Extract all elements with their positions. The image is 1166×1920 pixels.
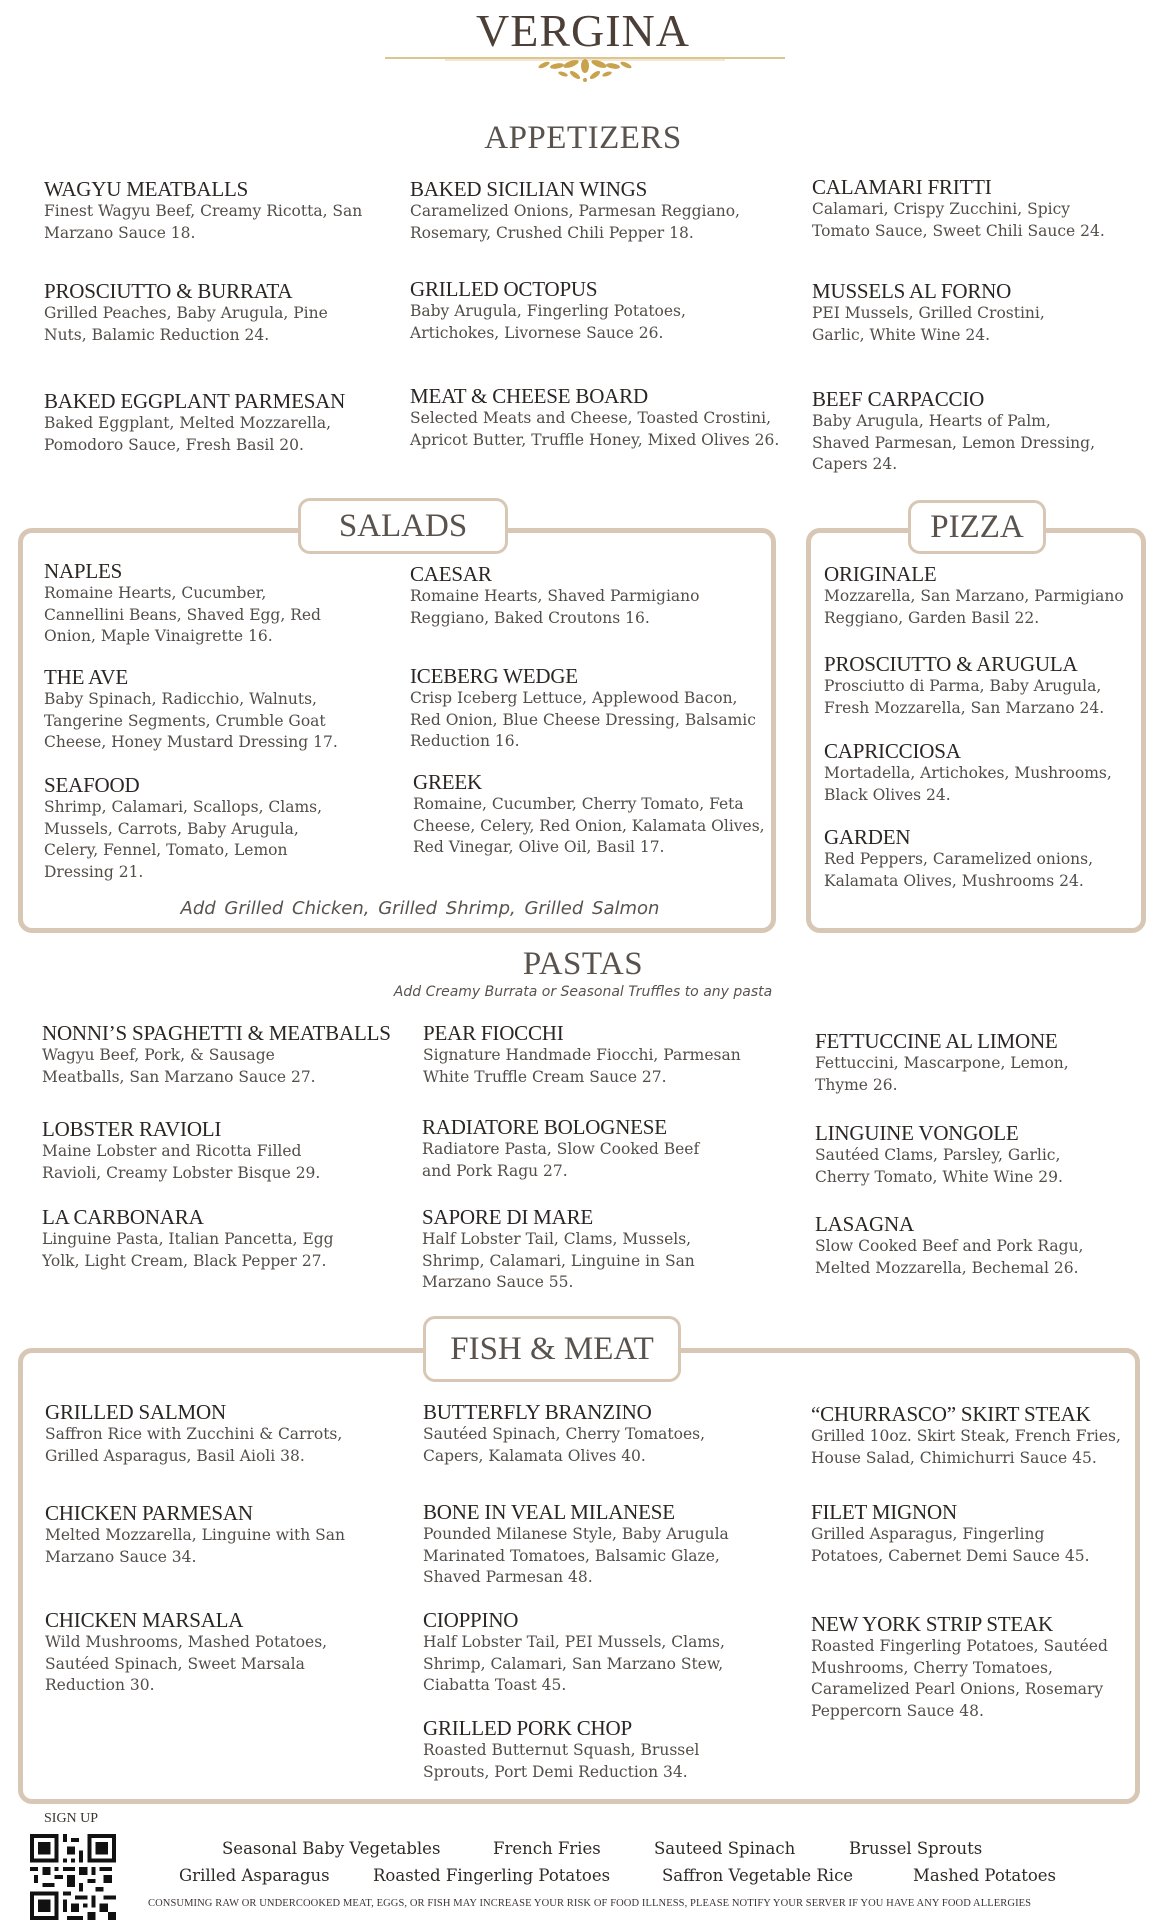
menu-item: [42, 1206, 342, 1272]
pizza-title: PIZZA: [908, 500, 1046, 554]
salad-addons: Add Grilled Chicken, Grilled Shrimp, Grilled Salmon: [180, 898, 660, 919]
menu-item: [811, 1501, 1111, 1567]
menu-item: [410, 385, 795, 451]
item-description: Calamari, Crispy Zucchini, Spicy Tomato Sauce, Sweet Chili Sauce 24.: [812, 200, 1105, 240]
menu-item: [44, 390, 374, 456]
menu-item: [44, 560, 344, 648]
item-name: BEEF CARPACCIO: [812, 387, 985, 411]
qr-code-icon[interactable]: [30, 1834, 116, 1920]
item-name: GARDEN: [824, 825, 911, 849]
item-name: LASAGNA: [815, 1212, 914, 1236]
menu-item: [811, 1613, 1131, 1722]
menu-item: [410, 563, 730, 629]
item-name: NONNI’S SPAGHETTI & MEATBALLS: [42, 1021, 391, 1045]
item-description: Roasted Fingerling Potatoes, Sautéed Mushrooms, Cherry Tomatoes, Caramelized Pearl Onions, Rosemary Peppercorn Sauce 48.: [811, 1637, 1108, 1720]
menu-item: [422, 1116, 722, 1182]
menu-item: [824, 563, 1139, 629]
item-description: Grilled 10oz. Skirt Steak, French Fries, House Salad, Chimichurri Sauce 45.: [811, 1427, 1121, 1467]
menu-item: [423, 1609, 743, 1697]
item-name: CIOPPINO: [423, 1608, 519, 1632]
item-name: FETTUCCINE AL LIMONE: [815, 1029, 1058, 1053]
item-name: “CHURRASCO” SKIRT STEAK: [811, 1402, 1091, 1426]
item-name: GREEK: [413, 770, 482, 794]
menu-item: [815, 1030, 1085, 1096]
menu-item: [423, 1501, 753, 1589]
side-item: Brussel Sprouts: [849, 1839, 983, 1858]
item-name: GRILLED SALMON: [45, 1400, 226, 1424]
item-name: LINGUINE VONGOLE: [815, 1121, 1019, 1145]
menu-item: [812, 280, 1082, 346]
item-name: CAESAR: [410, 562, 492, 586]
side-item: Seasonal Baby Vegetables: [222, 1839, 441, 1858]
item-description: Finest Wagyu Beef, Creamy Ricotta, San Marzano Sauce 18.: [44, 202, 363, 242]
item-name: LOBSTER RAVIOLI: [42, 1117, 222, 1141]
menu-item: [45, 1502, 355, 1568]
item-description: Mozzarella, San Marzano, Parmigiano Reggiano, Garden Basil 22.: [824, 587, 1124, 627]
item-description: Prosciutto di Parma, Baby Arugula, Fresh Mozzarella, San Marzano 24.: [824, 677, 1105, 717]
menu-item: [410, 278, 740, 344]
item-description: Grilled Peaches, Baby Arugula, Pine Nuts, Balamic Reduction 24.: [44, 304, 328, 344]
item-name: PROSCIUTTO & ARUGULA: [824, 652, 1078, 676]
item-name: SEAFOOD: [44, 773, 140, 797]
menu-item: [44, 774, 344, 883]
item-name: BAKED SICILIAN WINGS: [410, 177, 648, 201]
menu-item: [824, 653, 1124, 719]
item-name: PEAR FIOCCHI: [423, 1021, 564, 1045]
item-description: Slow Cooked Beef and Pork Ragu, Melted Mozzarella, Bechemal 26.: [815, 1237, 1084, 1277]
item-description: Saffron Rice with Zucchini & Carrots, Grilled Asparagus, Basil Aioli 38.: [45, 1425, 343, 1465]
item-description: Roasted Butternut Squash, Brussel Sprouts, Port Demi Reduction 34.: [423, 1741, 700, 1781]
item-description: Caramelized Onions, Parmesan Reggiano, Rosemary, Crushed Chili Pepper 18.: [410, 202, 740, 242]
item-name: GRILLED PORK CHOP: [423, 1716, 632, 1740]
item-description: Wild Mushrooms, Mashed Potatoes, Sautéed Spinach, Sweet Marsala Reduction 30.: [45, 1633, 328, 1695]
item-description: Mortadella, Artichokes, Mushrooms, Black Olives 24.: [824, 764, 1112, 804]
menu-item: [413, 771, 773, 859]
item-description: Baby Arugula, Fingerling Potatoes, Artichokes, Livornese Sauce 26.: [410, 302, 686, 342]
item-description: Crisp Iceberg Lettuce, Applewood Bacon, Red Onion, Blue Cheese Dressing, Balsamic Reduction 16.: [410, 689, 756, 751]
menu-item: [410, 178, 790, 244]
item-name: BUTTERFLY BRANZINO: [423, 1400, 652, 1424]
item-description: Sautéed Spinach, Cherry Tomatoes, Capers, Kalamata Olives 40.: [423, 1425, 706, 1465]
fish-meat-title: FISH & MEAT: [423, 1316, 681, 1382]
menu-item: [42, 1118, 342, 1184]
signup-label: SIGN UP: [44, 1811, 99, 1826]
item-name: SAPORE DI MARE: [422, 1205, 594, 1229]
item-description: Shrimp, Calamari, Scallops, Clams, Mussels, Carrots, Baby Arugula, Celery, Fennel, Tomato, Lemon Dressing 21.: [44, 798, 323, 881]
side-item: Roasted Fingerling Potatoes: [373, 1866, 611, 1885]
item-description: Signature Handmade Fiocchi, Parmesan White Truffle Cream Sauce 27.: [423, 1046, 741, 1086]
side-item: Mashed Potatoes: [913, 1866, 1057, 1885]
pastas-title: PASTAS: [522, 946, 644, 982]
item-name: MUSSELS AL FORNO: [812, 279, 1012, 303]
item-description: Wagyu Beef, Pork, & Sausage Meatballs, San Marzano Sauce 27.: [42, 1046, 316, 1086]
side-item: Sauteed Spinach: [654, 1839, 796, 1858]
menu-item: [410, 665, 765, 753]
item-description: Selected Meats and Cheese, Toasted Crostini, Apricot Butter, Truffle Honey, Mixed Olives 26.: [410, 409, 780, 449]
menu-item: [44, 178, 374, 244]
side-item: Grilled Asparagus: [179, 1866, 330, 1885]
menu-item: [812, 388, 1112, 476]
item-description: Grilled Asparagus, Fingerling Potatoes, Cabernet Demi Sauce 45.: [811, 1525, 1090, 1565]
item-description: Baked Eggplant, Melted Mozzarella, Pomodoro Sauce, Fresh Basil 20.: [44, 414, 332, 454]
menu-item: [815, 1213, 1115, 1279]
menu-item: [42, 1021, 391, 1088]
item-name: THE AVE: [44, 665, 128, 689]
item-name: CALAMARI FRITTI: [812, 175, 992, 199]
item-name: BONE IN VEAL MILANESE: [423, 1500, 675, 1524]
laurel-ornament-icon: [385, 50, 785, 86]
item-description: Baby Arugula, Hearts of Palm, Shaved Parmesan, Lemon Dressing, Capers 24.: [812, 412, 1096, 474]
item-description: Pounded Milanese Style, Baby Arugula Marinated Tomatoes, Balsamic Glaze, Shaved Parmesan 48.: [423, 1525, 729, 1587]
item-description: Baby Spinach, Radicchio, Walnuts, Tangerine Segments, Crumble Goat Cheese, Honey Mustard Dressing 17.: [44, 690, 338, 752]
menu-item: [824, 740, 1134, 806]
item-name: NEW YORK STRIP STEAK: [811, 1612, 1053, 1636]
menu-item: [422, 1206, 722, 1294]
item-name: CAPRICCIOSA: [824, 739, 961, 763]
menu-item: [44, 280, 374, 346]
menu-item: [815, 1122, 1115, 1188]
pasta-note: Add Creamy Burrata or Seasonal Truffles to any pasta: [393, 984, 773, 1000]
restaurant-name: VERGINA: [476, 5, 690, 56]
item-name: MEAT & CHEESE BOARD: [410, 384, 648, 408]
item-description: Romaine, Cucumber, Cherry Tomato, Feta Cheese, Celery, Red Onion, Kalamata Olives, Red Vinegar, Olive Oil, Basil 17.: [413, 795, 765, 857]
item-name: ORIGINALE: [824, 562, 937, 586]
item-description: Half Lobster Tail, PEI Mussels, Clams, Shrimp, Calamari, San Marzano Stew, Ciabatta Toast 45.: [423, 1633, 725, 1695]
item-name: LA CARBONARA: [42, 1205, 204, 1229]
menu-item: [44, 666, 354, 754]
allergy-disclaimer: CONSUMING RAW OR UNDERCOOKED MEAT, EGGS, OR FISH MAY INCREASE YOUR RISK OF FOOD ILLNESS, PLEASE NOTIFY YOUR SERVER IF YOU HAVE ANY FOOD ALLERGIES: [148, 1898, 1032, 1909]
restaurant-logo: [0, 5, 1166, 56]
item-name: CHICKEN MARSALA: [45, 1608, 244, 1632]
menu-item: [423, 1717, 723, 1783]
item-description: Romaine Hearts, Shaved Parmigiano Reggiano, Baked Croutons 16.: [410, 587, 700, 627]
menu-item: [824, 826, 1124, 892]
item-description: Half Lobster Tail, Clams, Mussels, Shrimp, Calamari, Linguine in San Marzano Sauce 55.: [422, 1230, 695, 1292]
item-name: GRILLED OCTOPUS: [410, 277, 598, 301]
item-description: PEI Mussels, Grilled Crostini, Garlic, White Wine 24.: [812, 304, 1045, 344]
menu-item: [423, 1022, 753, 1088]
item-name: PROSCIUTTO & BURRATA: [44, 279, 293, 303]
salads-title: SALADS: [298, 498, 508, 554]
item-name: FILET MIGNON: [811, 1500, 957, 1524]
menu-item: [45, 1609, 355, 1697]
item-name: CHICKEN PARMESAN: [45, 1501, 253, 1525]
menu-item: [45, 1401, 365, 1467]
item-description: Maine Lobster and Ricotta Filled Ravioli, Creamy Lobster Bisque 29.: [42, 1142, 321, 1182]
item-name: NAPLES: [44, 559, 123, 583]
item-name: RADIATORE BOLOGNESE: [422, 1115, 667, 1139]
side-item: French Fries: [493, 1839, 601, 1858]
item-description: Melted Mozzarella, Linguine with San Marzano Sauce 34.: [45, 1526, 346, 1566]
item-description: Radiatore Pasta, Slow Cooked Beef and Pork Ragu 27.: [422, 1140, 700, 1180]
item-description: Fettuccini, Mascarpone, Lemon, Thyme 26.: [815, 1054, 1069, 1094]
item-description: Red Peppers, Caramelized onions, Kalamata Olives, Mushrooms 24.: [824, 850, 1094, 890]
item-name: WAGYU MEATBALLS: [44, 177, 249, 201]
item-description: Sautéed Clams, Parsley, Garlic, Cherry Tomato, White Wine 29.: [815, 1146, 1063, 1186]
menu-item: [423, 1401, 743, 1467]
menu-item: [812, 176, 1132, 242]
item-name: ICEBERG WEDGE: [410, 664, 578, 688]
item-description: Linguine Pasta, Italian Pancetta, Egg Yolk, Light Cream, Black Pepper 27.: [42, 1230, 334, 1270]
appetizers-title: APPETIZERS: [484, 120, 682, 156]
item-description: Romaine Hearts, Cucumber, Cannellini Beans, Shaved Egg, Red Onion, Maple Vinaigrette 16.: [44, 584, 321, 646]
item-name: BAKED EGGPLANT PARMESAN: [44, 389, 346, 413]
side-item: Saffron Vegetable Rice: [662, 1866, 854, 1885]
menu-item: [811, 1403, 1131, 1469]
